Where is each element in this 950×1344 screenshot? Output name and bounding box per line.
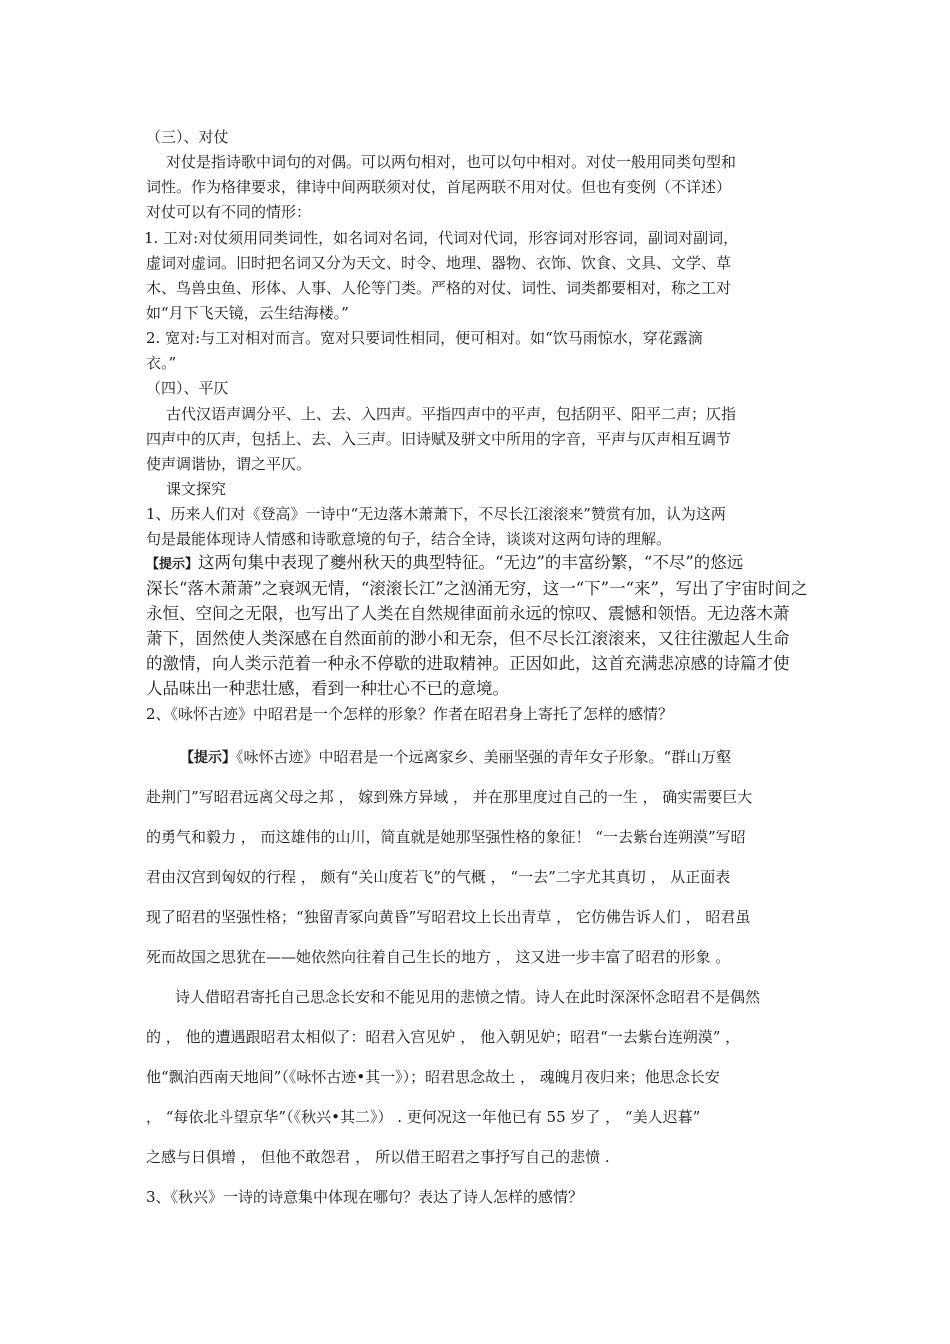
- paragraph-line: 词性。作为格律要求，律诗中间两联须对仗，首尾两联不用对仗。但也有变例（不详述）: [146, 178, 732, 196]
- answer-line: [180, 747, 731, 768]
- answer-line: 萧下，固然使人类深感在自然面前的渺小和无奈，但不尽长江滚滚来，又往往激起人生命: [146, 629, 790, 648]
- question-line: 3、《秋兴》一诗的诗意集中体现在哪句？表达了诗人怎样的感情？: [146, 1188, 584, 1206]
- answer-line: 诗人借昭君寄托自己思念长安和不能见用的悲愤之情。诗人在此时深深怀念昭君不是偶然: [175, 988, 761, 1006]
- section-heading-duizhang: （三）、对仗: [146, 128, 229, 146]
- section-heading-pingze: （四）、平仄: [146, 379, 229, 397]
- question-line: 句是最能体现诗人情感和诗歌意境的句子，结合全诗，谈谈对这两句诗的理解。: [146, 530, 672, 548]
- answer-line: 君由汉宫到匈奴的行程 ， 颇有“关山度若飞”的气概 ， “一去”二字尤其真切 ， 从正面表: [146, 868, 731, 886]
- answer-line: 的 ， 他的遭遇跟昭君太相似了：昭君入宫见妒 ， 他入朝见妒；昭君“一去紫台连朔漠” ，: [146, 1028, 741, 1046]
- paragraph-line: 虚词对虚词。旧时把名词又分为天文、时令、地理、器物、衣饰、饮食、文具、文学、草: [146, 254, 732, 272]
- answer-text: 这两句集中表现了夔州秋天的典型特征。“无边”的丰富纷繁，“不尽”的悠远: [198, 553, 744, 572]
- paragraph-line: 1. 工对:对仗须用同类词性，如名词对名词，代词对代词，形容词对形容词，副词对副词，: [144, 229, 739, 247]
- question-line: 2、《咏怀古迹》中昭君是一个怎样的形象？作者在昭君身上寄托了怎样的感情？: [146, 705, 674, 723]
- answer-line: ， “每依北斗望京华”（《秋兴•其二》） . 更何况这一年他已有 55 岁了 ， “美人迟暮”: [146, 1108, 701, 1126]
- section-heading-explore: 课文探究: [166, 480, 227, 498]
- answer-line: [146, 553, 743, 575]
- paragraph-line: 2. 宽对:与工对相对而言。宽对只要词性相同，便可相对。如“饮马雨惊水，穿花露滴: [146, 329, 703, 347]
- answer-line: 的勇气和毅力 ， 而这雄伟的山川，简直就是她那坚强性格的象征！ “一去紫台连朔漠”写昭: [146, 828, 746, 846]
- paragraph-line: 古代汉语声调分平、上、去、入四声。平指四声中的平声，包括阴平、阳平二声；仄指: [166, 405, 737, 423]
- hint-label: 【提示】: [180, 750, 236, 766]
- answer-line: 现了昭君的坚强性格；“独留青冢向黄昏”写昭君坟上长出青草 ， 它仿佛告诉人们 ， 昭君虽: [146, 908, 751, 926]
- answer-text: 《咏怀古迹》中昭君是一个远离家乡、美丽坚强的青年女子形象。“群山万壑: [236, 748, 732, 766]
- answer-line: 之感与日俱增 ， 但他不敢怨君 ， 所以借王昭君之事抒写自己的悲愤 .: [146, 1148, 610, 1166]
- paragraph-line: 对仗是指诗歌中词句的对偶。可以两句相对，也可以句中相对。对仗一般用同类句型和: [166, 153, 737, 171]
- hint-label: 【提示】: [146, 557, 199, 572]
- paragraph-line: 木、鸟兽虫鱼、形体、人事、人伦等门类。严格的对仗、词性、词类都要相对，称之工对: [146, 279, 732, 297]
- paragraph-line: 对仗可以有不同的情形：: [146, 203, 312, 221]
- answer-line: 永恒、空间之无限，也写出了人类在自然规律面前永远的惊叹、震憾和领悟。无边落木萧: [146, 604, 790, 623]
- paragraph-line: 使声调谐协，谓之平仄。: [146, 455, 312, 473]
- question-line: 1、历来人们对《登高》一诗中“无边落木萧萧下，不尽长江滚滚来”赞赏有加，认为这两: [146, 505, 726, 523]
- paragraph-line: 如“月下飞天镜，云生结海楼。”: [146, 304, 349, 322]
- paragraph-line: 衣。”: [146, 354, 177, 372]
- answer-line: 死而故国之思犹在——她依然向往着自己生长的地方 ， 这又进一步丰富了昭君的形象 。: [146, 948, 731, 966]
- answer-line: 人品味出一种悲壮感，看到一种壮心不已的意境。: [146, 679, 509, 698]
- answer-line: 深长“落木萧萧”之衰飒无情，“滚滚长江”之汹涌无穷，这一“下”一“来”，写出了宇宙时间之: [146, 579, 808, 598]
- answer-line: 赴荆门”写昭君远离父母之邦 ， 嫁到殊方异域 ， 并在那里度过自己的一生 ， 确实需要巨大: [146, 788, 753, 806]
- answer-line: 他“飘泊西南天地间”（《咏怀古迹•其一》）；昭君思念故土 ， 魂魄月夜归来；他思念长安: [146, 1068, 720, 1086]
- answer-line: 的激情，向人类示范着一种永不停歇的进取精神。正因如此，这首充满悲凉感的诗篇才使: [146, 654, 790, 673]
- paragraph-line: 四声中的仄声，包括上、去、入三声。旧诗赋及骈文中所用的字音，平声与仄声相互调节: [146, 430, 732, 448]
